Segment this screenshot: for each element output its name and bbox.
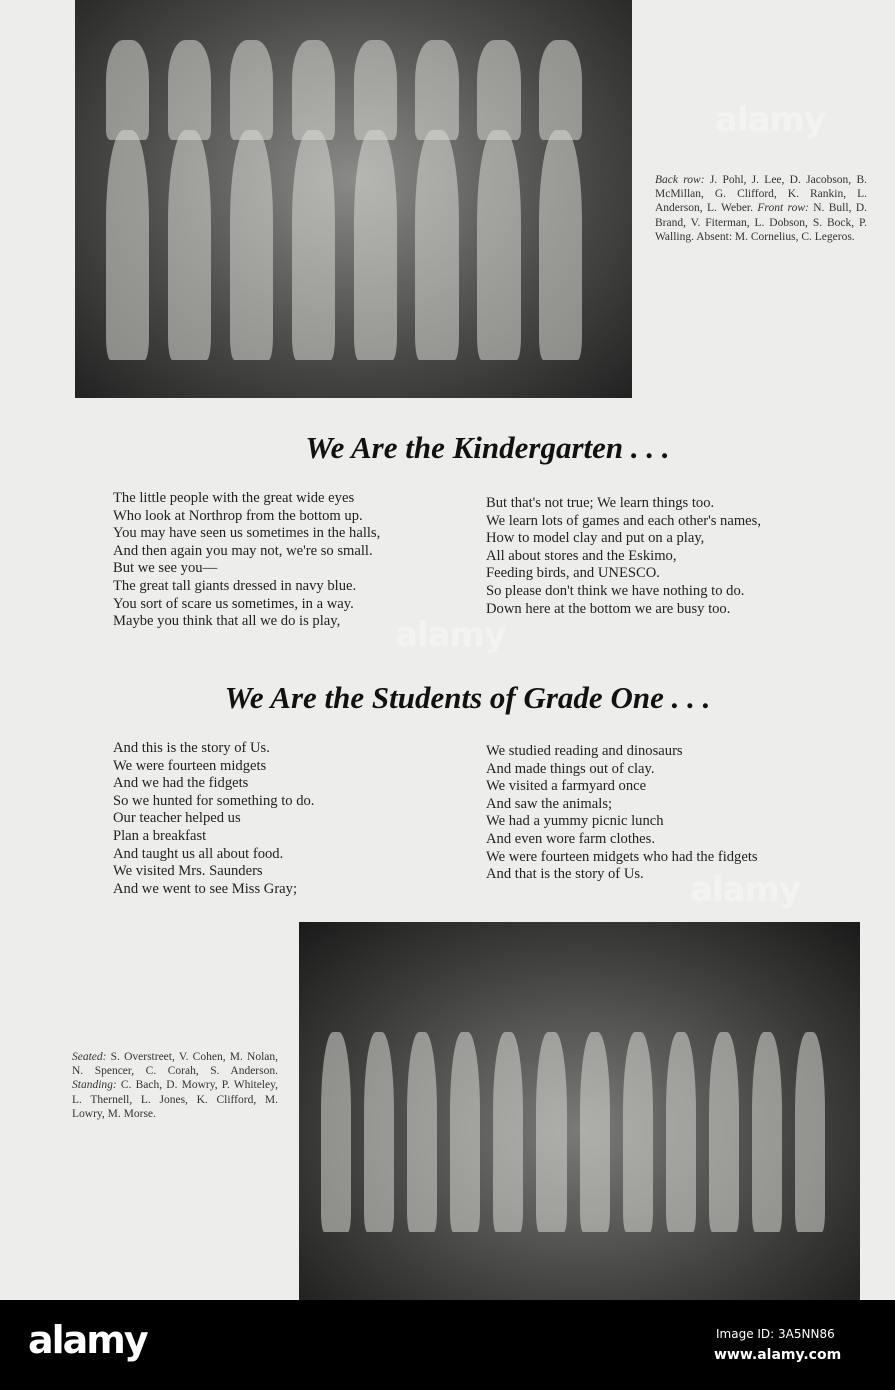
child-figure xyxy=(450,1032,480,1232)
poem-line: And even wore farm clothes. xyxy=(486,830,655,847)
child-figure xyxy=(354,40,397,140)
caption-standing-names: C. Bach, D. Mowry, P. Whiteley, L. Thernell, L. Jones, K. Clifford, M. Lowry, M. Morse. xyxy=(72,1079,278,1120)
poem-line: And we went to see Miss Gray; xyxy=(113,880,298,897)
child-figure xyxy=(752,1032,782,1232)
poem-line: But that's not true; We learn things too. xyxy=(486,495,715,511)
child-figure xyxy=(623,1032,653,1232)
poem-line: We visited a farmyard once xyxy=(486,778,647,795)
caption-front-row-names: N. Bull, D. Brand, V. Fiterman, L. Dobson, S. Bock, P. Walling. Absent: M. Cornelius, C. Legeros. xyxy=(655,202,867,243)
caption-label-seated: Seated: xyxy=(72,1051,107,1063)
kindergarten-poem-left xyxy=(113,490,380,631)
poem-line: Down here at the bottom we are busy too. xyxy=(486,600,731,617)
grade-one-poem-right xyxy=(486,743,758,884)
poem-line: And we had the fidgets xyxy=(113,775,249,792)
poem-line: Our teacher helped us xyxy=(113,810,241,827)
poem-line: And taught us all about food. xyxy=(113,845,284,862)
child-figure xyxy=(321,1032,351,1232)
watermark-overlay: alamy xyxy=(715,100,826,140)
poem-line: All about stores and the Eskimo, xyxy=(486,547,677,564)
poem-line: The great tall giants dressed in navy blue. xyxy=(113,577,357,594)
poem-line: We were fourteen midgets who had the fidgets xyxy=(486,848,758,865)
poem-line: We had a yummy picnic lunch xyxy=(486,813,664,830)
child-figure xyxy=(292,130,335,360)
poem-line: And made things out of clay. xyxy=(486,760,655,777)
child-figure xyxy=(230,130,273,360)
child-figure xyxy=(230,40,273,140)
stock-watermark-footer xyxy=(0,1300,895,1390)
caption-label-back-row: Back row: xyxy=(655,174,705,186)
poem-line: The little people with the great wide eyes xyxy=(113,490,355,506)
caption-back-row-names: J. Pohl, J. Lee, D. Jacobson, B. McMillan, G. Clifford, K. Rankin, L. Anderson, L. Weber. xyxy=(655,174,867,215)
poem-line: We studied reading and dinosaurs xyxy=(486,743,683,759)
grade-one-photo-caption xyxy=(72,1050,278,1121)
poem-line: You may have seen us sometimes in the halls, xyxy=(113,525,381,542)
child-figure xyxy=(364,1032,394,1232)
watermark-overlay: alamy xyxy=(395,615,506,655)
child-figure xyxy=(477,40,520,140)
child-figure xyxy=(536,1032,566,1232)
poem-line: We were fourteen midgets xyxy=(113,757,267,774)
poem-line: How to model clay and put on a play, xyxy=(486,530,705,547)
poem-line: Maybe you think that all we do is play, xyxy=(113,613,341,630)
watermark-overlay: alamy xyxy=(690,870,801,910)
poem-line: You sort of scare us sometimes, in a way. xyxy=(113,595,354,612)
grade-one-poem-left xyxy=(113,740,314,898)
site-url: www.alamy.com xyxy=(714,1347,842,1363)
grade-one-class-photo xyxy=(299,922,860,1300)
child-figure xyxy=(415,130,458,360)
grade-one-heading: We Are the Students of Grade One . . . xyxy=(224,680,711,715)
poem-line: Who look at Northrop from the bottom up. xyxy=(113,507,363,524)
poem-line: And saw the animals; xyxy=(486,795,613,812)
child-figure xyxy=(168,130,211,360)
child-figure xyxy=(415,40,458,140)
poem-line: And that is the story of Us. xyxy=(486,866,644,883)
kindergarten-photo-caption xyxy=(655,173,867,244)
child-figure xyxy=(580,1032,610,1232)
child-figure xyxy=(709,1032,739,1232)
child-figure xyxy=(407,1032,437,1232)
child-figure xyxy=(795,1032,825,1232)
poem-line: But we see you— xyxy=(113,560,218,577)
poem-line: Feeding birds, and UNESCO. xyxy=(486,565,660,582)
child-figure xyxy=(354,130,397,360)
poem-line: And then again you may not, we're so small. xyxy=(113,542,373,559)
image-id: Image ID: 3A5NN86 xyxy=(716,1327,835,1341)
child-figure xyxy=(539,130,582,360)
child-figure xyxy=(493,1032,523,1232)
caption-label-standing: Standing: xyxy=(72,1079,117,1092)
poem-line: And this is the story of Us. xyxy=(113,740,270,756)
caption-seated-names: S. Overstreet, V. Cohen, M. Nolan, N. Spencer, C. Corah, S. Anderson. xyxy=(72,1051,278,1078)
alamy-logo: alamy xyxy=(28,1318,147,1362)
kindergarten-class-photo xyxy=(75,0,632,398)
poem-line: So please don't think we have nothing to do. xyxy=(486,582,745,599)
poem-line: We visited Mrs. Saunders xyxy=(113,863,263,880)
kindergarten-heading: We Are the Kindergarten . . . xyxy=(305,430,670,465)
child-figure xyxy=(168,40,211,140)
poem-line: So we hunted for something to do. xyxy=(113,792,315,809)
caption-label-front-row: Front row: xyxy=(757,202,809,215)
child-figure xyxy=(106,40,149,140)
child-figure xyxy=(539,40,582,140)
child-figure xyxy=(666,1032,696,1232)
poem-line: We learn lots of games and each other's names, xyxy=(486,512,761,529)
child-figure xyxy=(477,130,520,360)
child-figure xyxy=(106,130,149,360)
kindergarten-poem-right xyxy=(486,495,761,618)
child-figure xyxy=(292,40,335,140)
poem-line: Plan a breakfast xyxy=(113,827,207,844)
